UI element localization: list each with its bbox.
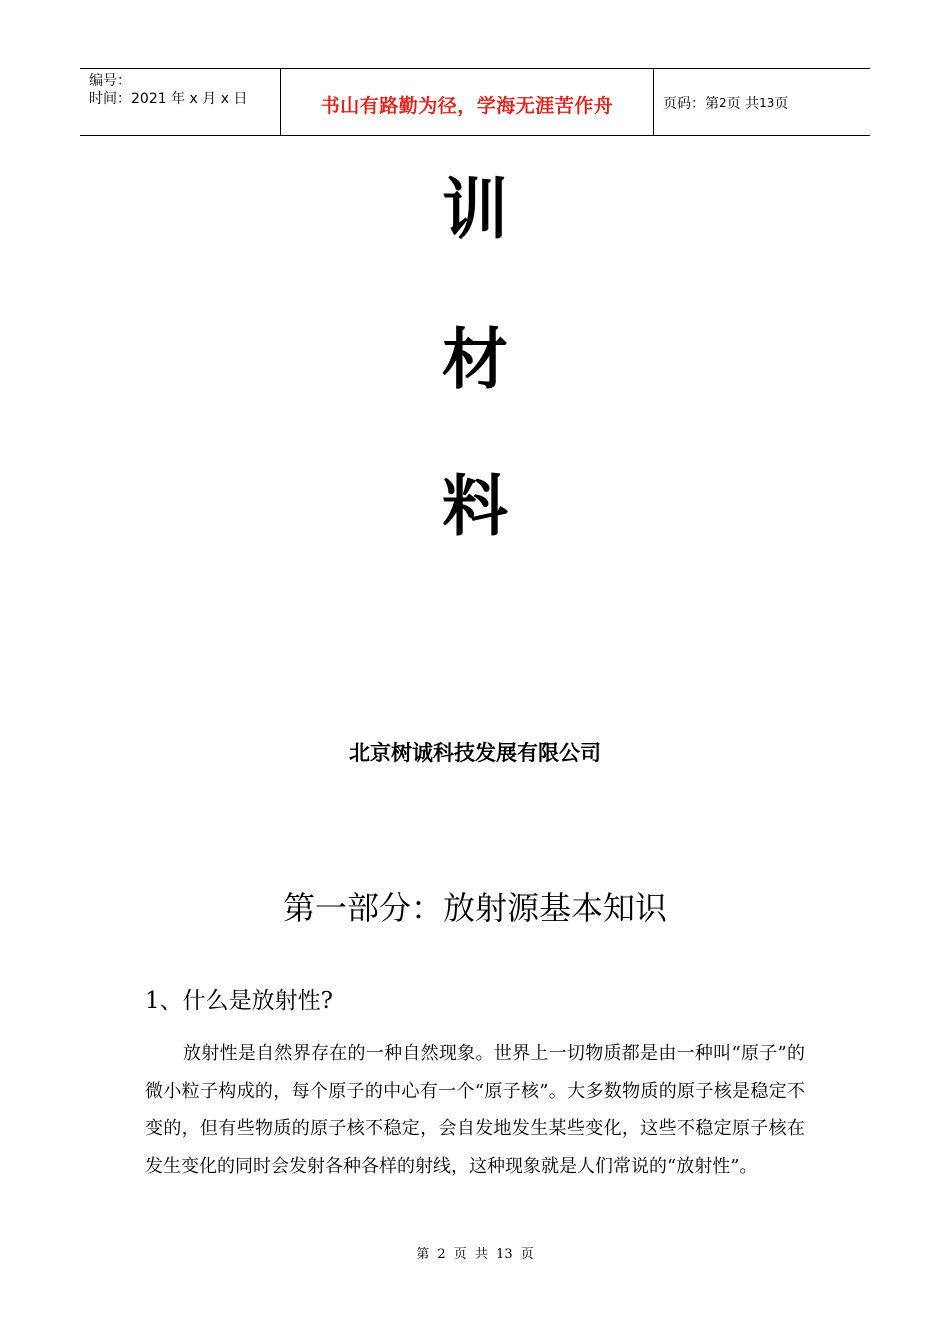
page-footer: 第 2 页 共 13 页 xyxy=(416,1247,534,1262)
section-heading: 1、什么是放射性? xyxy=(145,988,333,1014)
title-char-2: 材 xyxy=(442,321,508,398)
document-code-label: 编号： xyxy=(89,73,131,89)
header-motto: 书山有路勤为径，学海无涯苦作舟 xyxy=(320,94,614,117)
header-left-cell xyxy=(80,69,281,135)
title-char-1: 训 xyxy=(442,171,508,248)
page-header xyxy=(80,68,870,136)
page-mid: 页 共 xyxy=(726,96,760,112)
part-title: 第一部分：放射源基本知识 xyxy=(282,889,667,927)
page-suffix: 页 xyxy=(774,96,789,112)
header-motto-cell xyxy=(281,69,654,135)
page-total: 13 xyxy=(759,96,775,110)
company-name: 北京树诚科技发展有限公司 xyxy=(349,741,601,765)
title-char-3: 料 xyxy=(442,468,508,545)
document-date: 时间：2021 年 x 月 x 日 xyxy=(89,91,248,107)
page-prefix: 页码：第 xyxy=(663,96,719,112)
header-page-cell xyxy=(654,69,870,135)
section-paragraph: 放射性是自然界存在的一种自然现象。世界上一切物质都是由一种叫“原子”的微小粒子构成的，每个原子的中心有一个“原子核”。大多数物质的原子核是稳定不变的，但有些物质的原子核不稳定，会自发地发生某些变化，这些不稳定原子核在发生变化的同时会发射各种各样的射线，这种现象就是人们常说的“放射性”。 xyxy=(145,1043,805,1177)
page-current: 2 xyxy=(719,96,727,110)
